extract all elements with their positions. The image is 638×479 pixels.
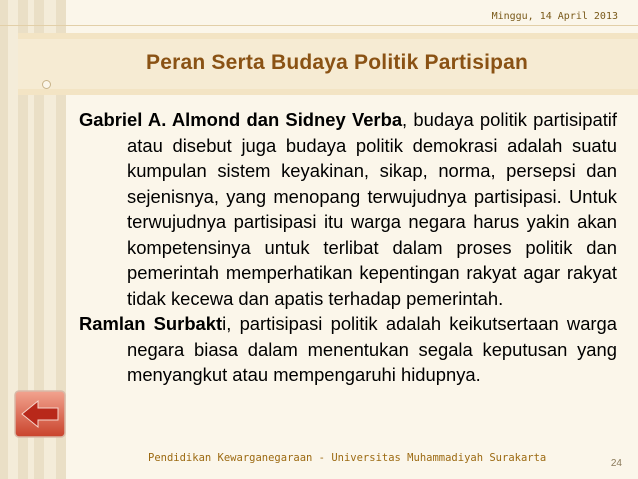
author-name: Gabriel A. Almond dan Sidney Verba: [79, 109, 403, 130]
paragraph-text: , budaya politik partisipatif atau disebut juga budaya politik demokrasi adalah suatu kumpulan sistem keyakinan, sikap, norma, persepsi dan sejenisnya, yang menopang terwujudnya partisipasi. Untuk terwujudnya partisipasi itu warga negara harus yakin akan kompetensinya untuk terlibat dalam proses politik dan pemerintah memperhatikan kepentingan rakyat agar rakyat tidak kecewa dan apatis terhadap pemerintah.: [127, 109, 617, 309]
paragraph-almond-verba: [79, 107, 617, 311]
slide-body: [79, 107, 617, 388]
author-name-rest: i: [222, 313, 227, 334]
slide-title: Peran Serta Budaya Politik Partisipan: [146, 51, 529, 74]
back-arrow-icon: [14, 390, 66, 438]
slide-footer: Pendidikan Kewarganegaraan - Universitas Muhammadiyah Surakarta: [148, 452, 547, 464]
paragraph-ramlan: [79, 311, 617, 388]
slide-date: Minggu, 14 April 2013: [491, 11, 618, 22]
paragraph-text: , partisipasi politik adalah keikutsertaan warga negara biasa dalam menentukan segala keputusan yang menyangkut atau mempengaruhi hidupnya.: [127, 313, 618, 385]
back-button[interactable]: [14, 390, 66, 438]
header-divider: [0, 25, 638, 26]
author-name: Ramlan Surbakt: [79, 313, 223, 334]
page-number: 24: [610, 458, 622, 469]
decorative-circle-icon: [42, 80, 51, 89]
